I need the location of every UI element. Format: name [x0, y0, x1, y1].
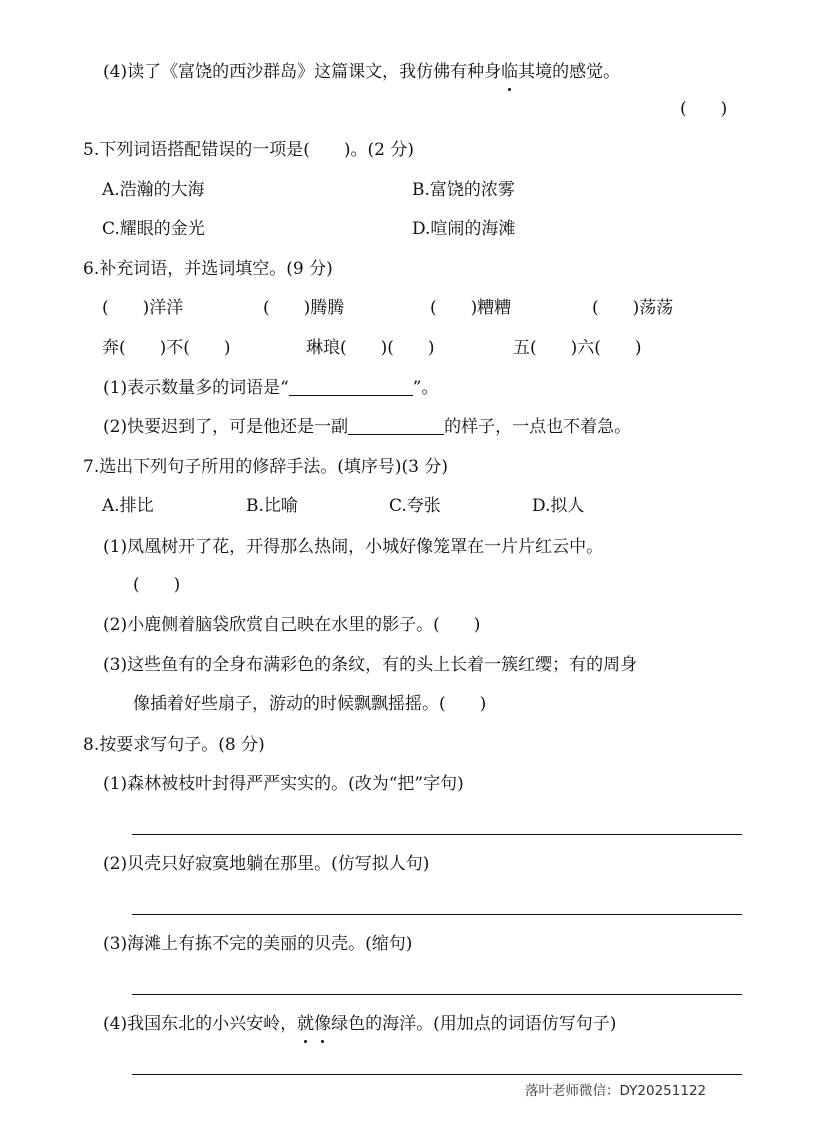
- q6-title: 6.补充词语，并选词填空。(9 分): [83, 259, 333, 279]
- q6-word-6[interactable]: 琳琅( )( ): [306, 338, 435, 358]
- q8-sentence-1: (1)森林被枝叶封得严严实实的。(改为“把”字句): [103, 774, 464, 794]
- q6-word-4[interactable]: ( )荡荡: [592, 298, 674, 318]
- q6-word-3[interactable]: ( )糟糟: [430, 298, 512, 318]
- q6-word-7[interactable]: 五( )六( ): [513, 338, 642, 358]
- q8-answer-line-3[interactable]: [132, 994, 742, 995]
- q6-sub2-prefix: (2)快要迟到了，可是他还是一副: [103, 417, 349, 437]
- q7-option-b: B.比喻: [246, 496, 298, 516]
- footer-watermark: 落叶老师微信：DY20251122: [525, 1083, 707, 1099]
- q6-word-2[interactable]: ( )腾腾: [263, 298, 345, 318]
- q8-sentence-2: (2)贝壳只好寂寞地躺在那里。(仿写拟人句): [103, 854, 430, 874]
- q7-option-c: C.夸张: [389, 496, 441, 516]
- q5-option-b: B.富饶的浓雾: [412, 180, 515, 200]
- q8-answer-line-4[interactable]: [132, 1074, 742, 1075]
- q8-s4-dotted-1: 就: [297, 1014, 315, 1034]
- q6-sub-2: [103, 415, 631, 439]
- q6-sub1-suffix: ”。: [412, 378, 439, 398]
- q5-title: 5.下列词语搭配错误的一项是( )。(2 分): [83, 140, 414, 160]
- q6-sub-1: [103, 376, 438, 400]
- q6-sub1-prefix: (1)表示数量多的词语是“: [103, 378, 289, 398]
- q8-title: 8.按要求写句子。(8 分): [83, 735, 265, 755]
- q6-sub2-suffix: 的样子，一点也不着急。: [444, 417, 632, 437]
- q7-sentence-1-paren[interactable]: ( ): [133, 575, 181, 595]
- q8-answer-line-1[interactable]: [132, 834, 742, 835]
- q7-sentence-1: (1)凤凰树开了花，开得那么热闹，小城好像笼罩在一片片红云中。: [103, 537, 604, 557]
- q5-option-a: A.浩瀚的大海: [102, 180, 205, 200]
- q4-sentence-4: [103, 60, 620, 84]
- q8-sentence-4: [103, 1012, 616, 1036]
- q4-prefix: (4)读了《富饶的西沙群岛》这篇课文，我仿佛有种身: [103, 62, 502, 82]
- q8-s4-prefix: (4)我国东北的小兴安岭，: [103, 1014, 298, 1034]
- q6-sub2-blank[interactable]: [348, 416, 444, 435]
- q8-s4-dotted-2: 像: [314, 1014, 332, 1034]
- q7-sentence-2: (2)小鹿侧着脑袋欣赏自己映在水里的影子。( ): [103, 615, 481, 635]
- q6-sub1-blank[interactable]: [289, 377, 413, 396]
- q8-s4-suffix: 绿色的海洋。(用加点的词语仿写句子): [331, 1014, 617, 1034]
- q7-title: 7.选出下列句子所用的修辞手法。(填序号)(3 分): [83, 457, 448, 477]
- q6-word-1[interactable]: ( )洋洋: [102, 298, 184, 318]
- q4-answer-paren[interactable]: ( ): [680, 99, 728, 119]
- q8-answer-line-2[interactable]: [132, 914, 742, 915]
- q6-word-5[interactable]: 奔( )不( ): [102, 338, 231, 358]
- q7-option-a: A.排比: [102, 496, 154, 516]
- q4-dotted-char: 临: [501, 62, 519, 82]
- q7-option-d: D.拟人: [532, 496, 585, 516]
- q5-option-c: C.耀眼的金光: [102, 219, 205, 239]
- q7-sentence-3a: (3)这些鱼有的全身布满彩色的条纹，有的头上长着一簇红缨；有的周身: [103, 655, 638, 675]
- q8-sentence-3: (3)海滩上有拣不完的美丽的贝壳。(缩句): [103, 934, 413, 954]
- q5-option-d: D.喧闹的海滩: [412, 219, 516, 239]
- q4-suffix: 其境的感觉。: [518, 62, 621, 82]
- q7-sentence-3b: 像插着好些扇子，游动的时候飘飘摇摇。( ): [133, 694, 487, 714]
